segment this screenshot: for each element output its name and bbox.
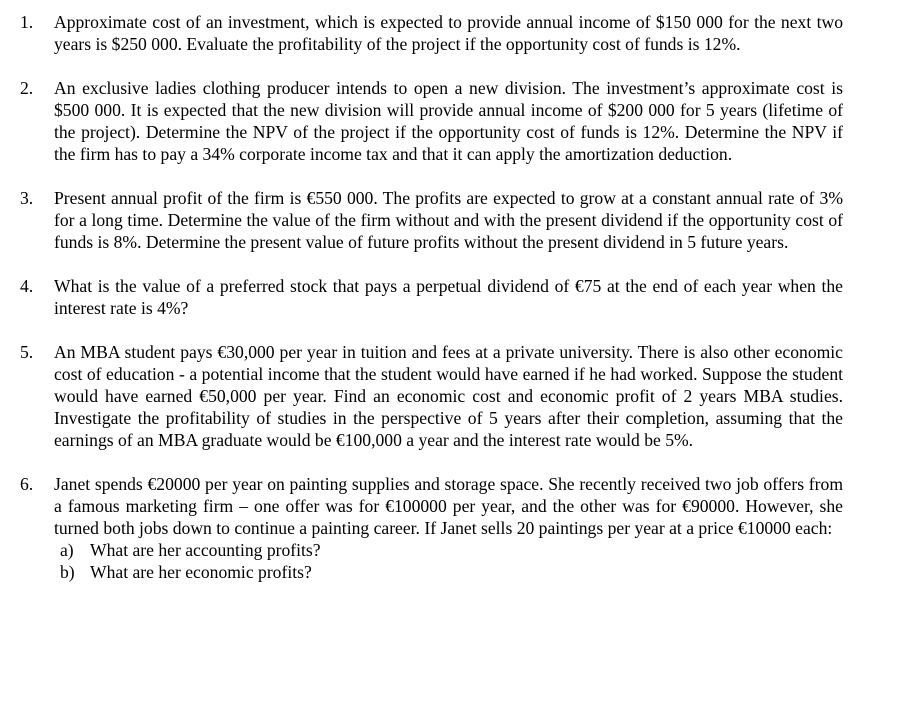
problem-text: Janet spends €20000 per year on painting supplies and storage space. She recently received two job offers from a famous marketing firm – one offer was for €100000 per year, and the other was for €90000. However, she turned both jobs down to continue a painting career. If Janet sells 20 paintings per year at a price €10000 each:: [54, 474, 843, 538]
problem-text: What is the value of a preferred stock that pays a perpetual dividend of €75 at the end of each year when the interest rate is 4%?: [54, 276, 843, 318]
problem-text: An exclusive ladies clothing producer intends to open a new division. The investment’s approximate cost is $500 000. It is expected that the new division will provide annual income of $200 000 for 5 years (lifetime of the project). Determine the NPV of the project if the opportunity cost of funds is 12%. Determine the NPV if the firm has to pay a 34% corporate income tax and that it can apply the amortization deduction.: [54, 78, 843, 164]
problem-2: [20, 77, 843, 165]
problem-text: Approximate cost of an investment, which is expected to provide annual income of $150 000 for the next two years is $250 000. Evaluate the profitability of the project if the opportunity cost of funds is 12%.: [54, 12, 843, 54]
problem-1: [20, 11, 843, 55]
problem-number: 6.: [20, 474, 34, 494]
problem-number: 2.: [20, 78, 34, 98]
problem-number: 3.: [20, 188, 34, 208]
problem-4: [20, 275, 843, 319]
problem-3: [20, 187, 843, 253]
problem-number: 5.: [20, 342, 34, 362]
subitem-letter: a): [60, 540, 74, 560]
problem-number: 4.: [20, 276, 34, 296]
problem-6: [20, 473, 843, 583]
problem-body: [54, 473, 843, 583]
subitem-b: [60, 561, 843, 583]
problem-text: An MBA student pays €30,000 per year in tuition and fees at a private university. There is also other economic cost of education - a potential income that the student would have earned if he had worked. Suppose the student would have earned €50,000 per year. Find an economic cost and economic profit of 2 years MBA studies. Investigate the profitability of studies in the perspective of 5 years after their completion, assuming that the earnings of an MBA graduate would be €100,000 a year and the interest rate would be 5%.: [54, 342, 843, 450]
problem-number: 1.: [20, 12, 34, 32]
subitem-text: What are her economic profits?: [90, 562, 312, 582]
problem-5: [20, 341, 843, 451]
problem-text: Present annual profit of the firm is €550 000. The profits are expected to grow at a constant annual rate of 3% for a long time. Determine the value of the firm without and with the present dividend if the opportunity cost of funds is 8%. Determine the present value of future profits without the present dividend in 5 future years.: [54, 188, 843, 252]
subitem-text: What are her accounting profits?: [90, 540, 321, 560]
subitem-a: [60, 539, 843, 561]
subitem-letter: b): [60, 562, 75, 582]
